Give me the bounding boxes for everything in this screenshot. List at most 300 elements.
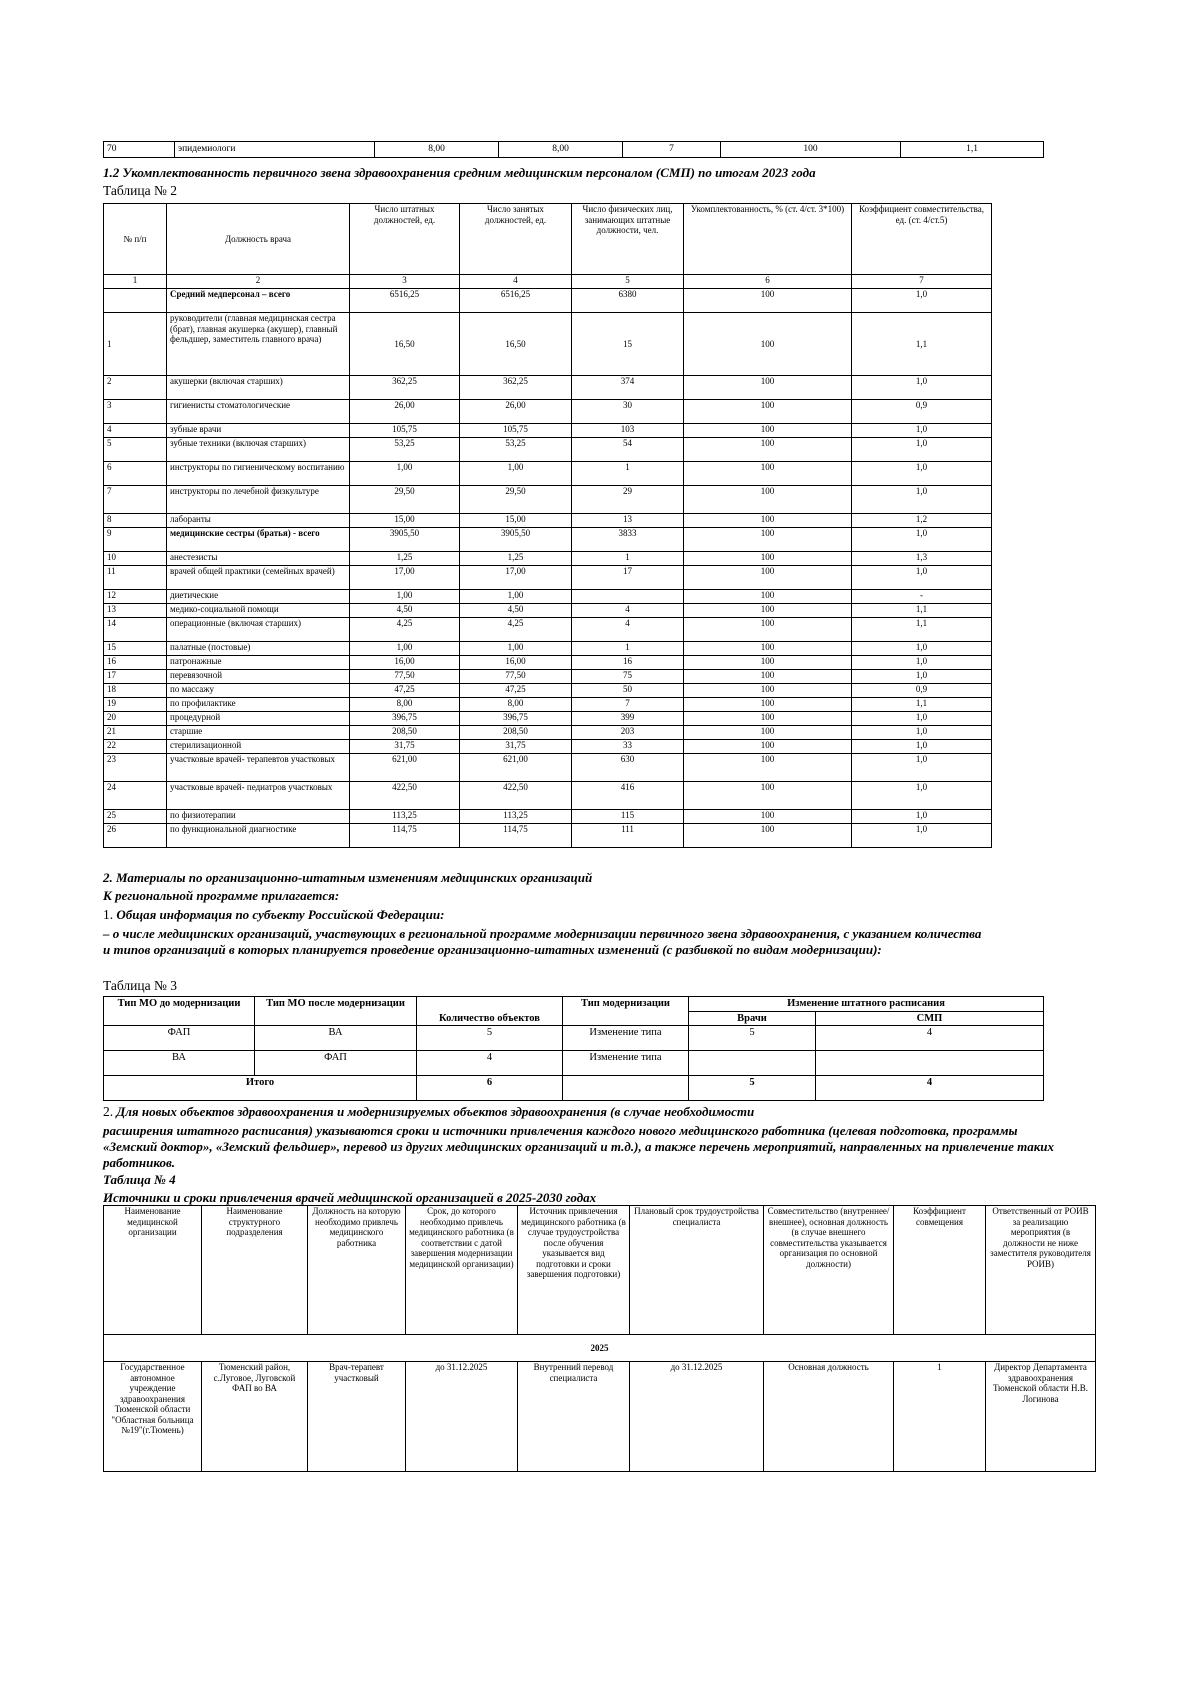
cell: ВА — [255, 1026, 417, 1051]
cell: 1,0 — [852, 810, 992, 824]
cell: 16 — [572, 656, 684, 670]
cell: 5 — [417, 1026, 563, 1051]
cell: 100 — [684, 656, 852, 670]
table-row — [104, 1026, 1044, 1051]
cell: 8,00 — [499, 142, 623, 158]
column-header: Должность врача — [167, 204, 350, 275]
cell: 1,00 — [460, 462, 572, 486]
cell: 203 — [572, 726, 684, 740]
row-number: 23 — [104, 754, 167, 782]
cell: 114,75 — [460, 824, 572, 848]
cell: 15,00 — [350, 514, 460, 528]
cell: 4 — [417, 1051, 563, 1076]
cell: 100 — [684, 566, 852, 590]
cell: 17 — [572, 566, 684, 590]
item-2-heading — [103, 1104, 1003, 1120]
position-name: медицинские сестры (братья) - всего — [167, 528, 350, 552]
row-number: 14 — [104, 618, 167, 642]
cell: 8,00 — [460, 698, 572, 712]
cell: до 31.12.2025 — [630, 1362, 764, 1472]
cell: Изменение типа — [563, 1051, 689, 1076]
table-row — [104, 376, 992, 400]
cell: 3905,50 — [350, 528, 460, 552]
cell: Внутренний перевод специалиста — [518, 1362, 630, 1472]
cell: 100 — [684, 810, 852, 824]
cell: 100 — [684, 514, 852, 528]
position-name: по функциональной диагностике — [167, 824, 350, 848]
table-row — [104, 684, 992, 698]
cell: 100 — [684, 740, 852, 754]
table-row — [104, 618, 992, 642]
cell: 26,00 — [350, 400, 460, 424]
cell: 100 — [684, 824, 852, 848]
table-row — [104, 810, 992, 824]
cell: 1,2 — [852, 514, 992, 528]
column-number: 7 — [852, 275, 992, 289]
cell: 1,0 — [852, 424, 992, 438]
table-row — [104, 824, 992, 848]
section-2-title: 2. Материалы по организационно-штатным изменениям медицинских организаций — [103, 870, 593, 885]
table-row — [104, 528, 992, 552]
position-name: диетические — [167, 590, 350, 604]
position-name: по профилактике — [167, 698, 350, 712]
item-1-title: Общая информация по субъекту Российской Федерации: — [113, 907, 445, 922]
column-header: Наименование структурного подразделения — [202, 1206, 308, 1335]
position-name: зубные врачи — [167, 424, 350, 438]
table-row — [104, 400, 992, 424]
cell: 208,50 — [460, 726, 572, 740]
cell: 100 — [684, 726, 852, 740]
cell: до 31.12.2025 — [406, 1362, 518, 1472]
item-1-number: 1. — [103, 907, 114, 922]
cell: 100 — [684, 642, 852, 656]
row-number: 22 — [104, 740, 167, 754]
cell: 1,0 — [852, 824, 992, 848]
position-name: процедурной — [167, 712, 350, 726]
position-name: стерилизационной — [167, 740, 350, 754]
cell: 5 — [689, 1026, 816, 1051]
cell: 7 — [572, 698, 684, 712]
cell: 100 — [684, 400, 852, 424]
row-number — [104, 289, 167, 313]
column-number: 3 — [350, 275, 460, 289]
cell: 374 — [572, 376, 684, 400]
cell: 31,75 — [350, 740, 460, 754]
cell: 1,0 — [852, 656, 992, 670]
table-row — [104, 782, 992, 810]
recruitment-table — [103, 1205, 1096, 1472]
column-header: Тип МО после модернизации — [255, 997, 417, 1026]
table-row — [104, 142, 1044, 158]
table-row — [104, 514, 992, 528]
cell: ФАП — [255, 1051, 417, 1076]
column-header: Изменение штатного расписания — [689, 997, 1044, 1012]
column-header: Число физических лиц, занимающих штатные должности, чел. — [572, 204, 684, 275]
cell: 29,50 — [350, 486, 460, 514]
cell: 1,0 — [852, 566, 992, 590]
cell: 100 — [684, 424, 852, 438]
item-1-description: – о числе медицинских организаций, участвующих в региональной программе модернизации первичного звена здравоохранения, с указанием количества и типов организаций в которых планируется проведение организационно-штатных изменений (с разбивкой по видам модернизации): — [103, 926, 982, 957]
cell: 100 — [684, 486, 852, 514]
cell: 1,25 — [460, 552, 572, 566]
cell: 54 — [572, 438, 684, 462]
table-row — [104, 289, 992, 313]
cell: 1,0 — [852, 486, 992, 514]
position-name: анестезисты — [167, 552, 350, 566]
position-name: инструкторы по гигиеническому воспитанию — [167, 462, 350, 486]
row-number: 11 — [104, 566, 167, 590]
cell: 17,00 — [350, 566, 460, 590]
row-number: 21 — [104, 726, 167, 740]
cell: 31,75 — [460, 740, 572, 754]
table-row — [104, 313, 992, 376]
table-header-row — [104, 997, 1044, 1012]
total-smp: 4 — [816, 1076, 1044, 1101]
cell — [572, 590, 684, 604]
cell: 362,25 — [460, 376, 572, 400]
position-name: зубные техники (включая старших) — [167, 438, 350, 462]
row-number: 13 — [104, 604, 167, 618]
cell: 16,50 — [350, 313, 460, 376]
cell: 100 — [684, 313, 852, 376]
column-header: Число занятых должностей, ед. — [460, 204, 572, 275]
cell: 30 — [572, 400, 684, 424]
position-name: врачей общей практики (семейных врачей) — [167, 566, 350, 590]
position-name: участковые врачей- терапевтов участковых — [167, 754, 350, 782]
table-row — [104, 740, 992, 754]
cell: 33 — [572, 740, 684, 754]
row-number: 10 — [104, 552, 167, 566]
table4-title: Источники и сроки привлечения врачей медицинской организацией в 2025-2030 годах — [103, 1190, 597, 1205]
cell: 15 — [572, 313, 684, 376]
position-name: патронажные — [167, 656, 350, 670]
cell: 0,9 — [852, 400, 992, 424]
cell: 100 — [684, 782, 852, 810]
total-label: Итого — [104, 1076, 417, 1101]
cell: Основная должность — [764, 1362, 894, 1472]
table2-caption: Таблица № 2 — [103, 183, 177, 198]
cell: 7 — [623, 142, 721, 158]
cell: 103 — [572, 424, 684, 438]
cell: 17,00 — [460, 566, 572, 590]
row-number: 8 — [104, 514, 167, 528]
total-doctors: 5 — [689, 1076, 816, 1101]
total-row — [104, 1076, 1044, 1101]
cell: 1,00 — [350, 642, 460, 656]
row-number: 26 — [104, 824, 167, 848]
cell: 1,0 — [852, 462, 992, 486]
cell: 422,50 — [460, 782, 572, 810]
column-number: 6 — [684, 275, 852, 289]
cell: 396,75 — [350, 712, 460, 726]
table-row — [104, 462, 992, 486]
cell: 1,1 — [852, 313, 992, 376]
row-number: 2 — [104, 376, 167, 400]
column-header: Совместительство (внутреннее/внешнее), основная должность (в случае внешнего совместительства указывается организация по основной должности) — [764, 1206, 894, 1335]
cell: 100 — [684, 684, 852, 698]
row-number: 20 — [104, 712, 167, 726]
row-number: 25 — [104, 810, 167, 824]
cell: 1,0 — [852, 289, 992, 313]
cell: 1,3 — [852, 552, 992, 566]
column-number: 2 — [167, 275, 350, 289]
cell: 4,25 — [460, 618, 572, 642]
row-number: 16 — [104, 656, 167, 670]
row-number: 1 — [104, 313, 167, 376]
cell: 113,25 — [460, 810, 572, 824]
cell: 1,1 — [852, 698, 992, 712]
position-name: участковые врачей- педиатров участковых — [167, 782, 350, 810]
staffing-table — [103, 203, 992, 848]
column-number-row — [104, 275, 992, 289]
cell: 1,1 — [901, 142, 1044, 158]
cell — [563, 1076, 689, 1101]
cell: ВА — [104, 1051, 255, 1076]
item-1-heading — [103, 907, 444, 923]
cell: 1,0 — [852, 438, 992, 462]
cell: 100 — [684, 670, 852, 684]
cell: 47,25 — [350, 684, 460, 698]
row-number: 3 — [104, 400, 167, 424]
cell: 100 — [684, 462, 852, 486]
cell: 16,50 — [460, 313, 572, 376]
row-number: 7 — [104, 486, 167, 514]
table-row — [104, 754, 992, 782]
cell: 1,0 — [852, 376, 992, 400]
table-row — [104, 642, 992, 656]
cell: 100 — [684, 590, 852, 604]
row-number: 19 — [104, 698, 167, 712]
cell: 1,1 — [852, 604, 992, 618]
cell: 100 — [684, 528, 852, 552]
column-number: 5 — [572, 275, 684, 289]
cell: 53,25 — [350, 438, 460, 462]
cell: 3905,50 — [460, 528, 572, 552]
cell: 1,1 — [852, 618, 992, 642]
row-number: 24 — [104, 782, 167, 810]
cell: 16,00 — [350, 656, 460, 670]
cell: 422,50 — [350, 782, 460, 810]
cell: 630 — [572, 754, 684, 782]
cell: 77,50 — [350, 670, 460, 684]
row-number: 15 — [104, 642, 167, 656]
cell: 100 — [684, 754, 852, 782]
table3-caption: Таблица № 3 — [103, 978, 177, 993]
table-row — [104, 438, 992, 462]
table4-caption: Таблица № 4 — [103, 1172, 176, 1187]
position-name: старшие — [167, 726, 350, 740]
column-header: Число штатных должностей, ед. — [350, 204, 460, 275]
cell: 111 — [572, 824, 684, 848]
position-name: по физиотерапии — [167, 810, 350, 824]
cell: Изменение типа — [563, 1026, 689, 1051]
cell: 100 — [684, 289, 852, 313]
cell: 100 — [684, 438, 852, 462]
cell: 4,50 — [350, 604, 460, 618]
column-header: СМП — [816, 1012, 1044, 1026]
column-header: Укомплектованность, % (ст. 4/ст. 3*100) — [684, 204, 852, 275]
position-name: палатные (постовые) — [167, 642, 350, 656]
position-name: акушерки (включая старших) — [167, 376, 350, 400]
year-label: 2025 — [104, 1335, 1096, 1362]
cell: 115 — [572, 810, 684, 824]
cell: 113,25 — [350, 810, 460, 824]
cell: 16,00 — [460, 656, 572, 670]
cell: Врач-терапевт участковый — [308, 1362, 406, 1472]
cell: ФАП — [104, 1026, 255, 1051]
cell: - — [852, 590, 992, 604]
table-header-row — [104, 204, 992, 275]
cell: 208,50 — [350, 726, 460, 740]
position-name: Средний медперсонал – всего — [167, 289, 350, 313]
cell: 114,75 — [350, 824, 460, 848]
cell: 4 — [572, 604, 684, 618]
position-name: инструкторы по лечебной физкультуре — [167, 486, 350, 514]
cell: эпидемиологи — [175, 142, 375, 158]
table-row — [104, 552, 992, 566]
year-row — [104, 1335, 1096, 1362]
position-name: лаборанты — [167, 514, 350, 528]
table-row — [104, 670, 992, 684]
section-2-note: К региональной программе прилагается: — [103, 888, 340, 903]
row-number: 4 — [104, 424, 167, 438]
column-header: № п/п — [104, 204, 167, 275]
cell: 100 — [684, 698, 852, 712]
cell: 15,00 — [460, 514, 572, 528]
cell — [689, 1051, 816, 1076]
cell: 6516,25 — [350, 289, 460, 313]
cell: 6380 — [572, 289, 684, 313]
cell: 1 — [894, 1362, 986, 1472]
table-row — [104, 712, 992, 726]
column-header: Источник привлечения медицинского работника (в случае трудоустройства после обучения указывается вид подготовки и сроки завершения подготовки) — [518, 1206, 630, 1335]
cell: 362,25 — [350, 376, 460, 400]
cell: 47,25 — [460, 684, 572, 698]
cell: 1,0 — [852, 740, 992, 754]
cell: 105,75 — [350, 424, 460, 438]
cell: 3833 — [572, 528, 684, 552]
item-2-description: расширения штатного расписания) указываются сроки и источники привлечения каждого нового медицинского работника (целевая подготовка, программы «Земский доктор», «Земский фельдшер», перевод из других медицинских организаций и т.д.), а также перечень мероприятий, направленных на привлечение таких работников. — [103, 1123, 1055, 1170]
cell: 100 — [721, 142, 901, 158]
cell: 1,0 — [852, 670, 992, 684]
row-number: 12 — [104, 590, 167, 604]
row-number: 18 — [104, 684, 167, 698]
item-2-number: 2. — [103, 1104, 114, 1119]
position-name: руководители (главная медицинская сестра (брат), главная акушерка (акушер), главный фельдшер, заместитель главного врача) — [167, 313, 350, 376]
table-header-row — [104, 1206, 1096, 1335]
column-header: Тип модернизации — [563, 997, 689, 1026]
position-name: медико-социальной помощи — [167, 604, 350, 618]
cell: 1,0 — [852, 712, 992, 726]
cell: 13 — [572, 514, 684, 528]
cell: 29,50 — [460, 486, 572, 514]
cell: 1,00 — [460, 590, 572, 604]
column-header: Тип МО до модернизации — [104, 997, 255, 1026]
cell: 29 — [572, 486, 684, 514]
cell: Директор Департамента здравоохранения Тюменской области Н.В. Логинова — [986, 1362, 1096, 1472]
cell: 1,0 — [852, 528, 992, 552]
cell: 4,50 — [460, 604, 572, 618]
column-header: Количество объектов — [417, 997, 563, 1026]
table-row — [104, 566, 992, 590]
cell: 53,25 — [460, 438, 572, 462]
cell: 1,0 — [852, 782, 992, 810]
cell: 100 — [684, 712, 852, 726]
cell: 100 — [684, 552, 852, 566]
table-row — [104, 486, 992, 514]
cell: Государственное автономное учреждение здравоохранения Тюменской области "Областная больница №19"(г.Тюмень) — [104, 1362, 202, 1472]
cell: 399 — [572, 712, 684, 726]
cell: Тюменский район, с.Луговое, Луговской ФАП во ВА — [202, 1362, 308, 1472]
cell: 8,00 — [375, 142, 499, 158]
column-number: 4 — [460, 275, 572, 289]
column-header: Коэффициент совмещения — [894, 1206, 986, 1335]
cell: 1,0 — [852, 726, 992, 740]
cell: 1,25 — [350, 552, 460, 566]
column-header: Должность на которую необходимо привлечь медицинского работника — [308, 1206, 406, 1335]
row-number: 6 — [104, 462, 167, 486]
column-header: Плановый срок трудоустройства специалиста — [630, 1206, 764, 1335]
position-name: гигиенисты стоматологические — [167, 400, 350, 424]
cell: 100 — [684, 376, 852, 400]
position-name: операционные (включая старших) — [167, 618, 350, 642]
cell: 4,25 — [350, 618, 460, 642]
cell: 416 — [572, 782, 684, 810]
cell: 4 — [572, 618, 684, 642]
column-number: 1 — [104, 275, 167, 289]
cell: 1,0 — [852, 642, 992, 656]
top-row-table — [103, 141, 1044, 158]
cell: 1 — [572, 552, 684, 566]
table-row — [104, 698, 992, 712]
cell: 621,00 — [460, 754, 572, 782]
row-number: 17 — [104, 670, 167, 684]
cell: 26,00 — [460, 400, 572, 424]
cell: 50 — [572, 684, 684, 698]
cell: 0,9 — [852, 684, 992, 698]
column-header: Срок, до которого необходимо привлечь медицинского работника (в соответствии с датой завершения модернизации медицинской организации) — [406, 1206, 518, 1335]
cell: 4 — [816, 1026, 1044, 1051]
cell: 1,00 — [460, 642, 572, 656]
table-row — [104, 726, 992, 740]
cell: 105,75 — [460, 424, 572, 438]
total-count: 6 — [417, 1076, 563, 1101]
row-number: 5 — [104, 438, 167, 462]
cell: 70 — [104, 142, 175, 158]
position-name: перевязочной — [167, 670, 350, 684]
cell: 8,00 — [350, 698, 460, 712]
cell: 1,0 — [852, 754, 992, 782]
cell: 396,75 — [460, 712, 572, 726]
cell: 77,50 — [460, 670, 572, 684]
position-name: по массажу — [167, 684, 350, 698]
cell: 1 — [572, 642, 684, 656]
cell: 1,00 — [350, 590, 460, 604]
cell: 100 — [684, 618, 852, 642]
cell: 621,00 — [350, 754, 460, 782]
modernization-table — [103, 996, 1044, 1101]
section-1-2-title: 1.2 Укомплектованность первичного звена здравоохранения средним медицинским персоналом (СМП) по итогам 2023 года — [103, 165, 816, 180]
column-header: Коэффициент совместительства, ед. (ст. 4/ст.5) — [852, 204, 992, 275]
item-2-line1: Для новых объектов здравоохранения и модернизируемых объектов здравоохранения (в случае необходимости — [113, 1104, 755, 1119]
cell: 1 — [572, 462, 684, 486]
column-header: Ответственный от РОИВ за реализацию мероприятия (в должности не ниже заместителя руководителя РОИВ) — [986, 1206, 1096, 1335]
table-row — [104, 1051, 1044, 1076]
cell: 1,00 — [350, 462, 460, 486]
cell: 6516,25 — [460, 289, 572, 313]
table-row — [104, 604, 992, 618]
cell: 100 — [684, 604, 852, 618]
